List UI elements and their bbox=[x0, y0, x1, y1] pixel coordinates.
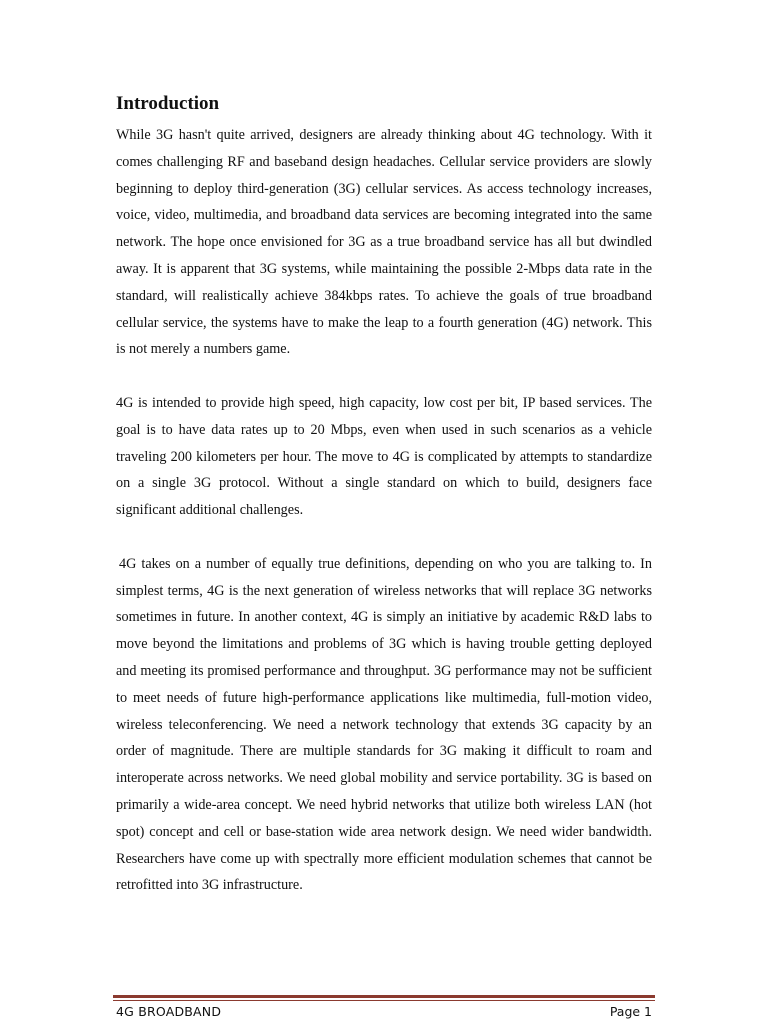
paragraph-3: 4G takes on a number of equally true definitions, depending on who you are talking to. In simplest terms, 4G is the next generation of wireless networks that will replace 3G networks sometimes in future. In another context, 4G is simply an initiative by academic R&D labs to move beyond the limitations and problems of 3G which is having trouble getting deployed and meeting its promised performance and throughput. 3G performance may not be sufficient to meet needs of future high-performance applications like multimedia, full-motion video, wireless teleconferencing. We need a network technology that extends 3G capacity by an order of magnitude. There are multiple standards for 3G making it difficult to roam and interoperate across networks. We need global mobility and service portability. 3G is based on primarily a wide-area concept. We need hybrid networks that utilize both wireless LAN (hot spot) concept and cell or base-station wide area network design. We need wider bandwidth. Researchers have come up with spectrally more efficient modulation schemes that cannot be retrofitted into 3G infrastructure. bbox=[116, 555, 652, 894]
footer-rule-thin bbox=[113, 1000, 655, 1001]
paragraph-2: 4G is intended to provide high speed, high capacity, low cost per bit, IP based services. The goal is to have data rates up to 20 Mbps, even when used in such scenarios as a vehicle traveling 200 kilometers per hour. The move to 4G is complicated by attempts to standardize on a single 3G protocol. Without a single standard on which to build, designers face significant additional challenges. bbox=[116, 394, 652, 519]
page-content bbox=[116, 92, 652, 899]
paragraph-1: While 3G hasn't quite arrived, designers are already thinking about 4G technology. With it comes challenging RF and baseband design headaches. Cellular service providers are slowly beginning to deploy third-generation (3G) cellular services. As access technology increases, voice, video, multimedia, and broadband data services are becoming integrated into the same network. The hope once envisioned for 3G as a true broadband service has all but dwindled away. It is apparent that 3G systems, while maintaining the possible 2-Mbps data rate in the standard, will realistically achieve 384kbps rates. To achieve the goals of true broadband cellular service, the systems have to make the leap to a fourth generation (4G) network. This is not merely a numbers game. bbox=[116, 127, 652, 358]
footer-rule-thick bbox=[113, 995, 655, 998]
section-heading: Introduction bbox=[116, 93, 220, 114]
footer-title: 4G BROADBAND bbox=[116, 1004, 222, 1019]
footer-page-number: Page 1 bbox=[609, 1004, 652, 1019]
